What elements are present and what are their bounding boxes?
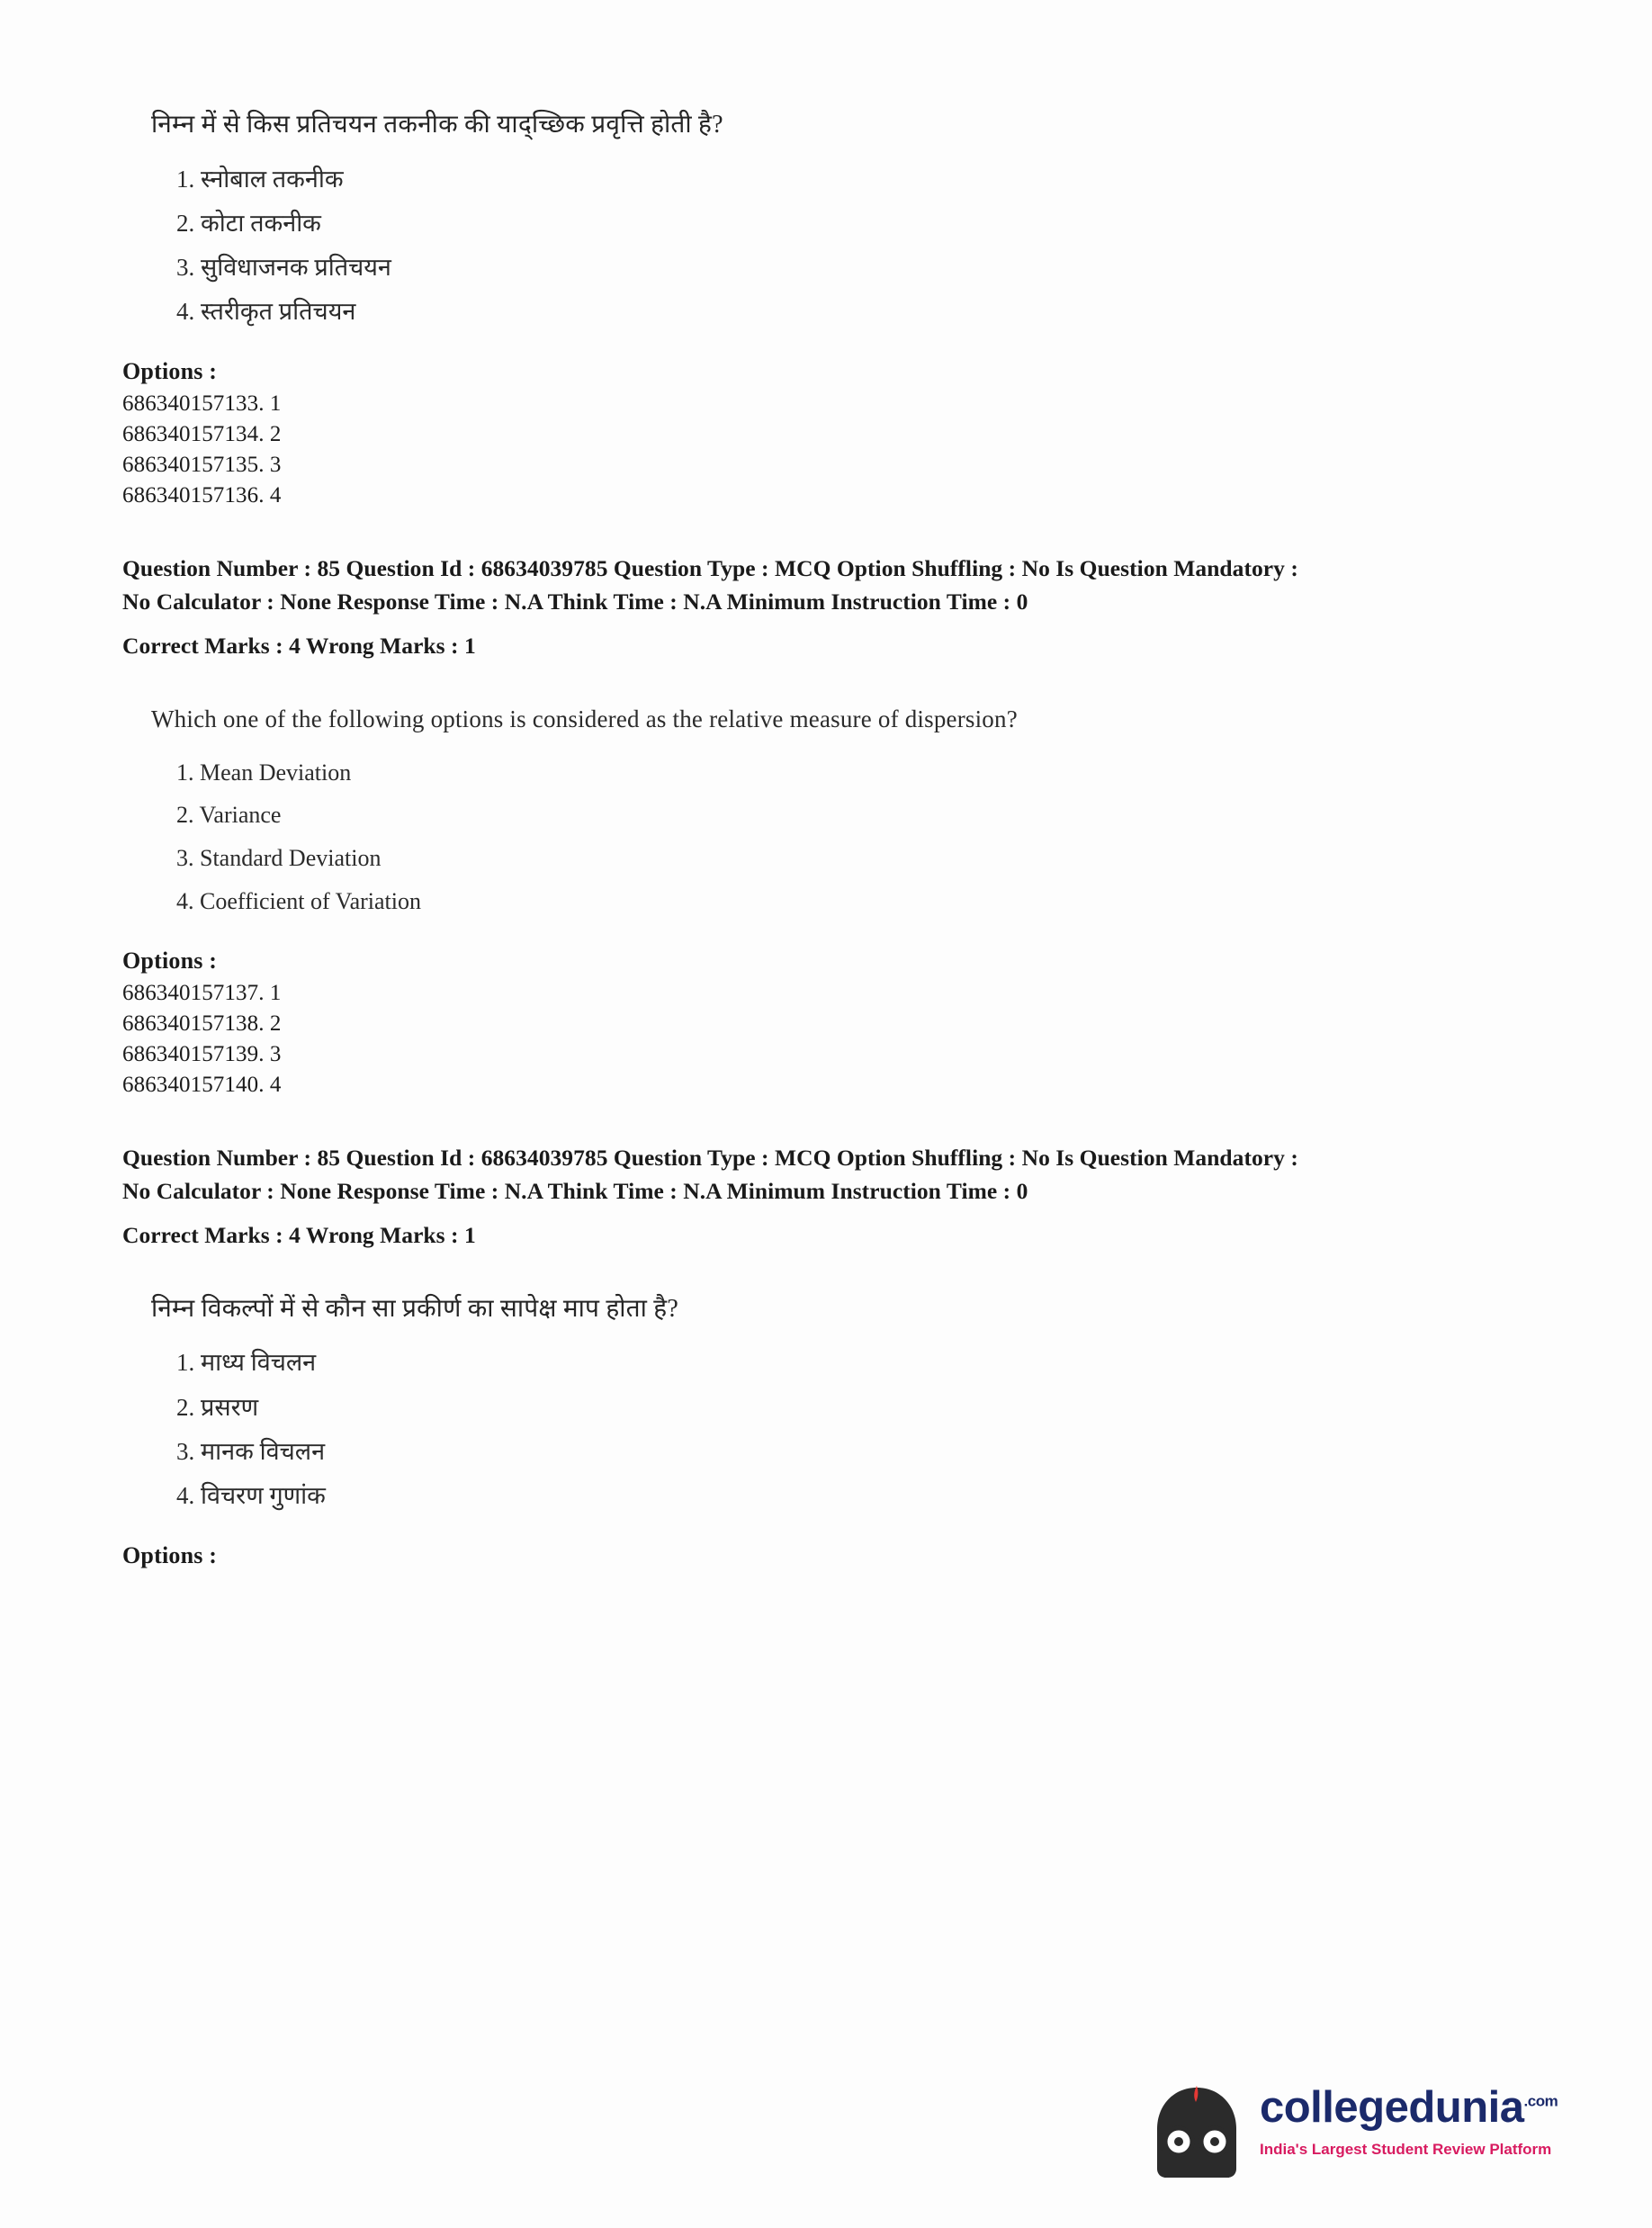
brand-name xyxy=(1260,2083,1566,2132)
brand-tagline: India's Largest Student Review Platform xyxy=(1260,2141,1552,2158)
meta-line-2: No Calculator : None Response Time : N.A Think Time : N.A Minimum Instruction Time : 0 xyxy=(122,1177,1028,1204)
meta-line-1: Question Number : 85 Question Id : 68634039785 Question Type : MCQ Option Shuffling : No Is Question Mandatory : xyxy=(122,1144,1298,1171)
meta-line-1: Question Number : 85 Question Id : 68634039785 Question Type : MCQ Option Shuffling : No Is Question Mandatory : xyxy=(122,555,1298,582)
option-id: 686340157133. 1 xyxy=(122,391,282,417)
choice-item: 1. Mean Deviation xyxy=(176,759,352,786)
collegedunia-mascot-icon xyxy=(1143,2082,1251,2179)
choice-item: 3. मानक विचलन xyxy=(176,1437,326,1465)
options-label: Options : xyxy=(122,358,218,385)
question-meta xyxy=(122,553,1526,663)
option-id: 686340157135. 3 xyxy=(122,453,282,478)
choice-item: 3. सुविधाजनक प्रतिचयन xyxy=(176,253,391,281)
spacer xyxy=(122,663,1526,703)
choice-item: 2. Variance xyxy=(176,802,282,829)
choice-item: 2. कोटा तकनीक xyxy=(176,209,321,237)
collegedunia-logotype xyxy=(1260,2083,1566,2159)
option-id: 686340157138. 2 xyxy=(122,1011,282,1036)
meta-marks: Correct Marks : 4 Wrong Marks : 1 xyxy=(122,1221,476,1248)
question-statement: निम्न विकल्पों में से कौन सा प्रकीर्ण का सापेक्ष माप होता है? xyxy=(151,1294,678,1323)
collegedunia-watermark xyxy=(1143,2077,1566,2185)
choice-item: 4. स्तरीकृत प्रतिचयन xyxy=(176,298,356,326)
options-label: Options : xyxy=(122,947,218,974)
brand-word: collegedunia xyxy=(1260,2083,1524,2132)
choice-item: 1. माध्य विचलन xyxy=(176,1349,317,1377)
option-id: 686340157136. 4 xyxy=(122,483,282,508)
choice-item: 1. स्नोबाल तकनीक xyxy=(176,165,344,193)
choice-item: 2. प्रसरण xyxy=(176,1393,259,1421)
question-block xyxy=(122,108,1526,511)
option-id: 686340157139. 3 xyxy=(122,1041,282,1066)
question-block xyxy=(122,703,1526,1101)
question-statement: निम्न में से किस प्रतिचयन तकनीक की याद्च्छिक प्रवृत्ति होती है? xyxy=(151,111,723,139)
meta-line-2: No Calculator : None Response Time : N.A Think Time : N.A Minimum Instruction Time : 0 xyxy=(122,588,1028,615)
option-id: 686340157140. 4 xyxy=(122,1072,282,1097)
document-content xyxy=(122,108,1526,1573)
meta-marks: Correct Marks : 4 Wrong Marks : 1 xyxy=(122,633,476,660)
choice-item: 4. विचरण गुणांक xyxy=(176,1481,326,1509)
choice-item: 3. Standard Deviation xyxy=(176,845,382,872)
brand-sup: .com xyxy=(1523,2092,1558,2110)
option-id: 686340157137. 1 xyxy=(122,980,282,1005)
question-statement: Which one of the following options is considered as the relative measure of dispersion? xyxy=(151,705,1018,733)
question-block xyxy=(122,1292,1526,1569)
options-label: Options : xyxy=(122,1541,218,1568)
question-meta xyxy=(122,1142,1526,1253)
choice-item: 4. Coefficient of Variation xyxy=(176,887,421,914)
spacer xyxy=(122,1253,1526,1292)
option-id: 686340157134. 2 xyxy=(122,422,282,447)
